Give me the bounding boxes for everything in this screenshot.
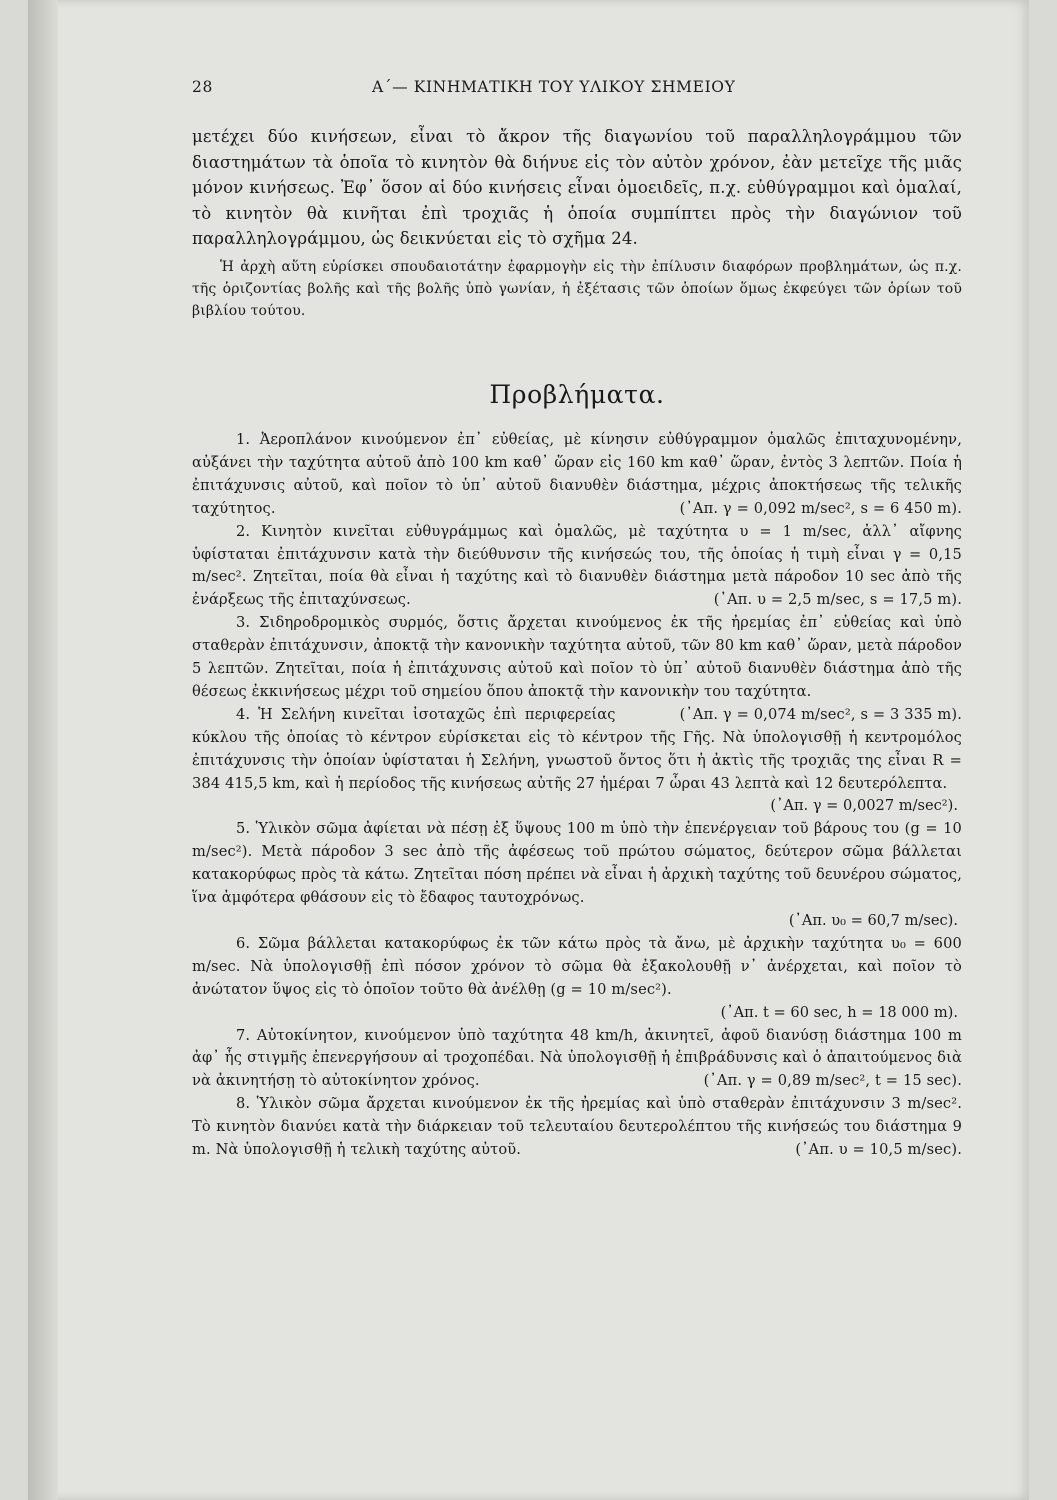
problem-text: 5. Ὑλικὸν σῶμα ἀφίεται νὰ πέσῃ ἐξ ὕψους 100 m ὑπὸ τὴν ἐπενέργειαν τοῦ βάρους του (g = 10 m/sec²). Μετὰ πάροδον 3 sec ἀπὸ τῆς ἀφέσεως τοῦ πρώτου σώματος, δεύτερον σῶμα βάλλεται κατακορύφως πρὸς τὰ κάτω. Ζητεῖται πόση πρέπει νὰ εἶναι ἡ ἀρχικὴ ταχύτης τοῦ δευνέρου σώματος, ἵνα ἀμφότερα φθάσουν εἰς τὸ ἔδαφος ταυτοχρόνως.: [192, 820, 962, 907]
problem-text: 1. Ἀεροπλάνον κινούμενον ἐπ᾽ εὐθείας, μὲ κίνησιν εὐθύγραμμον ὁμαλῶς ἐπιταχυνομένην, αὐξάνει τὴν ταχύτητα αὐτοῦ ἀπὸ 100 km καθ᾽ ὥραν εἰς 160 km καθ᾽ ὥραν, ἐντὸς 3 λεπτῶν. Ποία ἡ ἐπιτάχυνσις αὐτοῦ, καὶ ποῖον τὸ ὑπ᾽ αὐτοῦ διανυθὲν διάστημα, μέχρις ἀποκτήσεως τῆς τελικῆς ταχύτητος. (᾽Απ. γ = 0,092 m/sec², s = 6 450 m).: [192, 429, 962, 521]
problem-2: [192, 521, 962, 613]
page-number: 28: [192, 78, 213, 96]
problem-text: 7. Αὐτοκίνητον, κινούμενον ὑπὸ ταχύτητα 48 km/h, ἀκινητεῖ, ἀφοῦ διανύσῃ διάστημα 100 m ἀφ᾽ ἧς στιγμῆς ἐπενεργήσουν αἱ τροχοπέδαι. Νὰ ὑπολογισθῇ ἡ ἐπιβράδυνσις καὶ ὁ ἀπαιτούμενος διὰ νὰ ἀκινητήσῃ τὸ αὐτοκίνητον χρόνος. (᾽Απ. γ = 0,89 m/sec², t = 15 sec).: [192, 1025, 962, 1094]
problem-text: 4. Ἡ Σελήνη κινεῖται ἰσοταχῶς ἐπὶ περιφερείας κύκλου τῆς ὁποίας τὸ κέντρον εὑρίσκεται εἰς τὸ κέντρον τῆς Γῆς. Νὰ ὑπολογισθῇ ἡ κεντρομόλος ἐπιτάχυνσις τὴν ὁποίαν ὑφίσταται ἡ Σελήνη, γνωστοῦ ὄντος ὅτι ἡ ἀκτὶς τῆς τροχιᾶς της εἶναι R = 384 415,5 km, καὶ ἡ περίοδος τῆς κινήσεως αὐτῆς 27 ἡμέραι 7 ὧραι 43 λεπτὰ καὶ 12 δευτερόλεπτα.: [192, 705, 962, 792]
problem-answer: (᾽Απ. γ = 0,89 m/sec², t = 15 sec).: [703, 1072, 962, 1090]
problem-3: [192, 612, 962, 723]
problem-answer: (᾽Απ. t = 60 sec, h = 18 000 m).: [720, 1003, 958, 1021]
problem-answer: (᾽Απ. υ = 10,5 m/sec).: [795, 1141, 962, 1159]
page-content: [192, 124, 962, 1162]
section-title: Προβλήματα.: [489, 379, 665, 409]
problem-text: 2. Κινητὸν κινεῖται εὐθυγράμμως καὶ ὁμαλῶς, μὲ ταχύτητα υ = 1 m/sec, ἀλλ᾽ αἴφνης ὑφίσταται ἐπιτάχυνσιν κατὰ τὴν διεύθυνσιν τῆς κινήσεώς του, τῆς ὁποίας ἡ τιμὴ εἶναι γ = 0,15 m/sec². Ζητεῖται, ποία θὰ εἶναι ἡ ταχύτης καὶ τὸ διανυθὲν διάστημα μετὰ πάροδον 10 sec ἀπὸ τῆς ἐνάρξεως τῆς ἐπιταχύνσεως. (᾽Απ. υ = 2,5 m/sec, s = 17,5 m).: [192, 521, 962, 613]
problem-text: 3. Σιδηροδρομικὸς συρμός, ὅστις ἄρχεται κινούμενος ἐκ τῆς ἠρεμίας ἐπ᾽ εὐθείας καὶ ὑπὸ σταθερὰν ἐπιτάχυνσιν, ἀποκτᾷ τὴν κανονικὴν ταχύτητα αὐτοῦ, τῶν 80 km καθ᾽ ὥραν, μετὰ πάροδον 5 λεπτῶν. Ζητεῖται, ποία ἡ ἐπιτάχυνσις αὐτοῦ καὶ ποῖον τὸ ὑπ᾽ αὐτοῦ διανυθὲν διάστημα ἀπὸ τῆς θέσεως ἐκκινήσεως μέχρι τοῦ σημείου ὅπου ἀποκτᾷ τὴν κανονικὴν του ταχύτητα. (᾽Απ. γ = 0,074 m/sec², s = 3 335 m).: [192, 612, 962, 704]
problem-5: [192, 818, 962, 933]
problem-text: 8. Ὑλικὸν σῶμα ἄρχεται κινούμενον ἐκ τῆς ἠρεμίας καὶ ὑπὸ σταθερὰν ἐπιτάχυνσιν 3 m/sec². Τὸ κινητὸν διανύει κατὰ τὴν διάρκειαν τοῦ τελευταίου δευτερολέπτου τῆς κινήσεώς του διάστημα 9 m. Νὰ ὑπολογισθῇ ἡ τελικὴ ταχύτης αὐτοῦ. (᾽Απ. υ = 10,5 m/sec).: [192, 1093, 962, 1162]
problem-7: [192, 1025, 962, 1094]
page-gutter: [28, 0, 58, 1500]
intro-paragraph: μετέχει δύο κινήσεων, εἶναι τὸ ἄκρον τῆς διαγωνίου τοῦ παραλληλογράμμου τῶν διαστημάτων τὰ ὁποῖα τὸ κινητὸν θὰ διήνυε εἰς τὸν αὐτὸν χρόνον, ἐὰν μετεῖχε τῆς μιᾶς μόνον κινήσεως. Ἐφ᾽ ὅσον αἱ δύο κινήσεις εἶναι ὁμοειδεῖς, π.χ. εὐθύγραμμοι καὶ ὁμαλαί, τὸ κινητὸν θὰ κινῆται ἐπὶ τροχιᾶς ἡ ὁποία συμπίπτει πρὸς τὴν διαγώνιον τοῦ παραλληλογράμμου, ὡς δεικνύεται εἰς τὸ σχῆμα 24.: [192, 127, 962, 249]
problem-answer: (᾽Απ. γ = 0,074 m/sec², s = 3 335 m).: [679, 705, 962, 723]
problem-6: [192, 933, 962, 1025]
intro-note: Ἡ ἀρχὴ αὕτη εὑρίσκει σπουδαιοτάτην ἐφαρμογὴν εἰς τὴν ἐπίλυσιν διαφόρων προβλημάτων, ὡς π.χ. τῆς ὁριζοντίας βολῆς καὶ τῆς βολῆς ὑπὸ γωνίαν, ἡ ἐξέτασις τῶν ὁποίων ὅμως ἐκφεύγει τῶν ὁρίων τοῦ βιβλίου τούτου.: [192, 258, 962, 319]
problem-answer: (᾽Απ. γ = 0,0027 m/sec²).: [770, 797, 958, 815]
problem-answer: (᾽Απ. υ = 2,5 m/sec, s = 17,5 m).: [713, 591, 962, 609]
page-header: [192, 78, 962, 102]
problem-answer: (᾽Απ. γ = 0,092 m/sec², s = 6 450 m).: [679, 499, 962, 517]
running-head: Α΄— ΚΙΝΗΜΑΤΙΚΗ ΤΟΥ ΥΛΙΚΟΥ ΣΗΜΕΙΟΥ: [372, 78, 736, 96]
problem-8: [192, 1093, 962, 1162]
problem-text: 6. Σῶμα βάλλεται κατακορύφως ἐκ τῶν κάτω πρὸς τὰ ἄνω, μὲ ἀρχικὴν ταχύτητα υ₀ = 600 m/sec. Νὰ ὑπολογισθῇ ἐπὶ πόσον χρόνον τὸ σῶμα θὰ ἐξακολουθῇ ν᾽ ἀνέρχεται, καὶ ποῖον τὸ ἀνώτατον ὕψος εἰς τὸ ὁποῖον τοῦτο θὰ ἀνέλθῃ (g = 10 m/sec²).: [192, 934, 962, 998]
problem-answer: (᾽Απ. υ₀ = 60,7 m/sec).: [788, 912, 958, 929]
problem-1: [192, 429, 962, 521]
